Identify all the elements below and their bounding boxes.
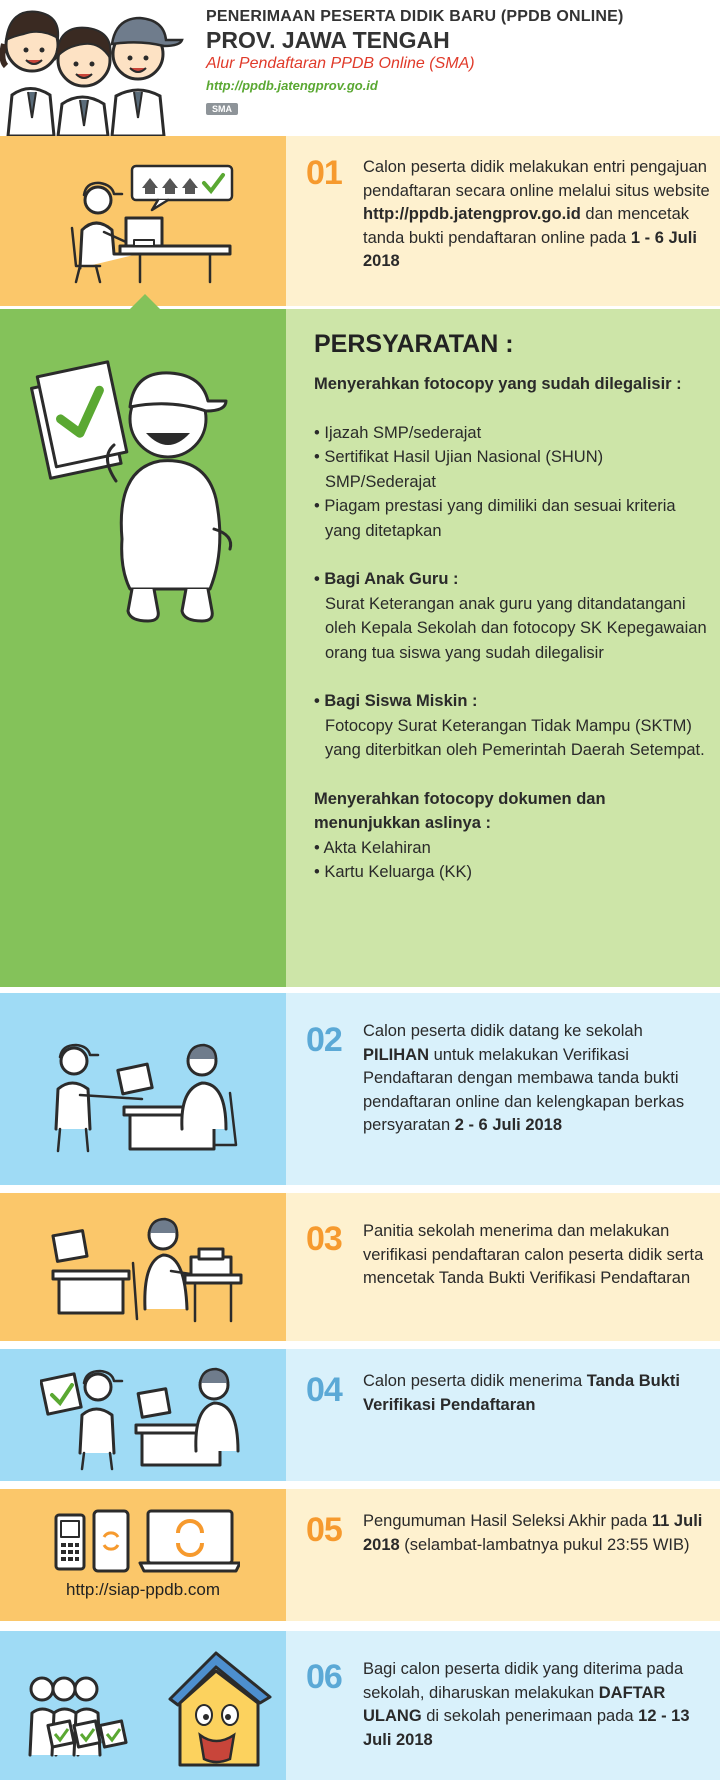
- requirement-item: • Ijazah SMP/sederajat: [314, 423, 482, 442]
- step-02-description: Calon peserta didik datang ke sekolah PILIHAN untuk melakukan Verifikasi Pendaftaran dengan membawa tanda bukti pendaftaran online dan kelengkapan berkas persyaratan 2 - 6 Juli 2018: [363, 1022, 685, 1134]
- step-06-description: Bagi calon peserta didik yang diterima pada sekolah, diharuskan melakukan DAFTAR ULANG di sekolah penerimaan pada 12 - 13 Juli 2018: [363, 1660, 690, 1749]
- step-number: 05: [306, 1511, 342, 1549]
- step-01-description: Calon peserta didik melakukan entri pengajuan pendaftaran secara online melalui situs website http://ppdb.jatengprov.go.id dan mencetak tanda bukti pendaftaran online pada 1 - 6 Juli 2018: [363, 158, 710, 270]
- student-document-icon: [30, 349, 250, 639]
- student-verification-icon: [50, 1033, 250, 1163]
- header-subtitle: Alur Pendaftaran PPDB Online (SMA): [206, 55, 475, 72]
- step-03-text-panel: [286, 1193, 720, 1341]
- requirement-item: • Piagam prestasi yang dimiliki dan sesuai kriteria yang ditetapkan: [314, 497, 676, 540]
- step-number: 06: [306, 1658, 342, 1696]
- requirements-illustration-panel: [0, 309, 286, 987]
- header-title: PENERIMAAN PESERTA DIDIK BARU (PPDB ONLINE): [206, 8, 624, 25]
- document-item: • Kartu Keluarga (KK): [314, 863, 473, 881]
- poor-student-title: • Bagi Siswa Miskin :: [314, 692, 478, 710]
- requirements-body: [314, 372, 710, 885]
- step-03-illustration-panel: [0, 1193, 286, 1341]
- step-06-text-panel: [286, 1631, 720, 1780]
- step-number: 02: [306, 1021, 342, 1059]
- students-illustration: [0, 0, 200, 136]
- students-school-icon: [20, 1643, 280, 1777]
- level-badge: SMA: [206, 103, 238, 115]
- step-03-description: Panitia sekolah menerima dan melakukan verifikasi pendaftaran calon peserta didik serta mencetak Tanda Bukti Verifikasi Pendaftaran: [363, 1222, 704, 1287]
- receive-proof-icon: [40, 1363, 250, 1475]
- arrow-pointer: [130, 294, 160, 309]
- teacher-child-title: • Bagi Anak Guru :: [314, 570, 459, 588]
- teacher-child-text: Surat Keterangan anak guru yang ditandatangani oleh Kepala Sekolah dan fotocopy SK Kepegawaian orang tua siswa yang sudah dilegalisir: [325, 594, 707, 662]
- step-02-text-panel: [286, 993, 720, 1185]
- step-01-text-panel: [286, 136, 720, 306]
- document-item: • Akta Kelahiran: [314, 838, 431, 857]
- committee-print-icon: [45, 1213, 245, 1333]
- step-01-illustration-panel: [0, 136, 286, 306]
- website-link[interactable]: http://ppdb.jatengprov.go.id: [363, 205, 581, 223]
- step-number: 03: [306, 1220, 342, 1258]
- step-05-text-panel: [286, 1489, 720, 1621]
- step-number: 04: [306, 1371, 342, 1409]
- step-number: 01: [306, 154, 342, 192]
- student-computer-icon: [60, 158, 250, 288]
- step-04-text-panel: [286, 1349, 720, 1481]
- header: [0, 0, 720, 136]
- poor-student-text: Fotocopy Surat Keterangan Tidak Mampu (SKTM) yang diterbitkan oleh Pemerintah Daerah Setempat.: [325, 716, 705, 759]
- requirement-item: • Sertifikat Hasil Ujian Nasional (SHUN) SMP/Sederajat: [314, 448, 604, 491]
- step-04-illustration-panel: [0, 1349, 286, 1481]
- step-02-illustration-panel: [0, 993, 286, 1185]
- requirements-intro: Menyerahkan fotocopy yang sudah dilegalisir :: [314, 375, 682, 393]
- step-05-illustration-panel: [0, 1489, 286, 1621]
- requirements-title: PERSYARATAN :: [314, 330, 514, 358]
- devices-icon: [50, 1507, 240, 1577]
- siap-ppdb-link[interactable]: http://siap-ppdb.com: [65, 1580, 221, 1599]
- step-06-illustration-panel: [0, 1631, 286, 1780]
- header-url[interactable]: http://ppdb.jatengprov.go.id: [206, 78, 378, 93]
- province-title: PROV. JAWA TENGAH: [206, 27, 450, 53]
- documents-title: Menyerahkan fotocopy dokumen dan menunjukkan aslinya :: [314, 789, 606, 832]
- step-04-description: Calon peserta didik menerima Tanda Bukti Verifikasi Pendaftaran: [363, 1372, 680, 1414]
- step-05-description: Pengumuman Hasil Seleksi Akhir pada 11 Juli 2018 (selambat-lambatnya pukul 23:55 WIB): [363, 1512, 703, 1554]
